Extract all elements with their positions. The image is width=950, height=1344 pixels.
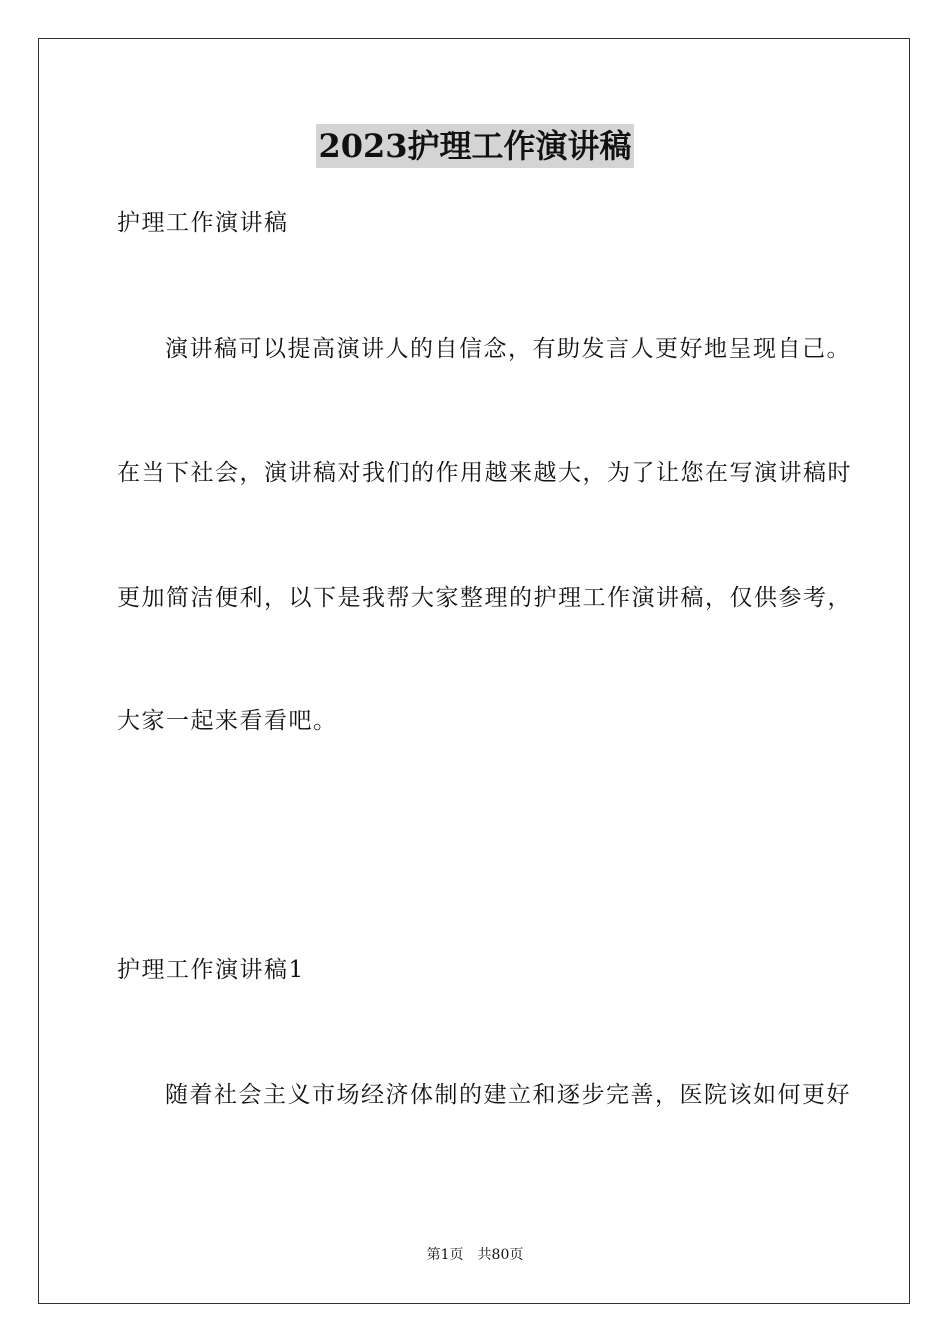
section-heading: 护理工作演讲稿 <box>117 210 289 236</box>
page-number: 第1页 <box>426 1247 464 1263</box>
paragraph-line: 更加简洁便利，以下是我帮大家整理的护理工作演讲稿，仅供参考， <box>117 585 852 611</box>
document-title: 2023护理工作演讲稿 <box>316 124 633 168</box>
paragraph-line: 随着社会主义市场经济体制的建立和逐步完善，医院该如何更好 <box>165 1082 851 1108</box>
page-total: 共80页 <box>477 1247 524 1263</box>
page-footer <box>0 1245 950 1265</box>
paragraph-line: 演讲稿可以提高演讲人的自信念，有助发言人更好地呈现自己。 <box>165 336 851 362</box>
paragraph-line: 在当下社会，演讲稿对我们的作用越来越大，为了让您在写演讲稿时 <box>117 460 852 486</box>
section-heading: 护理工作演讲稿1 <box>117 957 305 983</box>
title-container <box>0 124 950 168</box>
paragraph-line: 大家一起来看看吧。 <box>117 708 338 734</box>
